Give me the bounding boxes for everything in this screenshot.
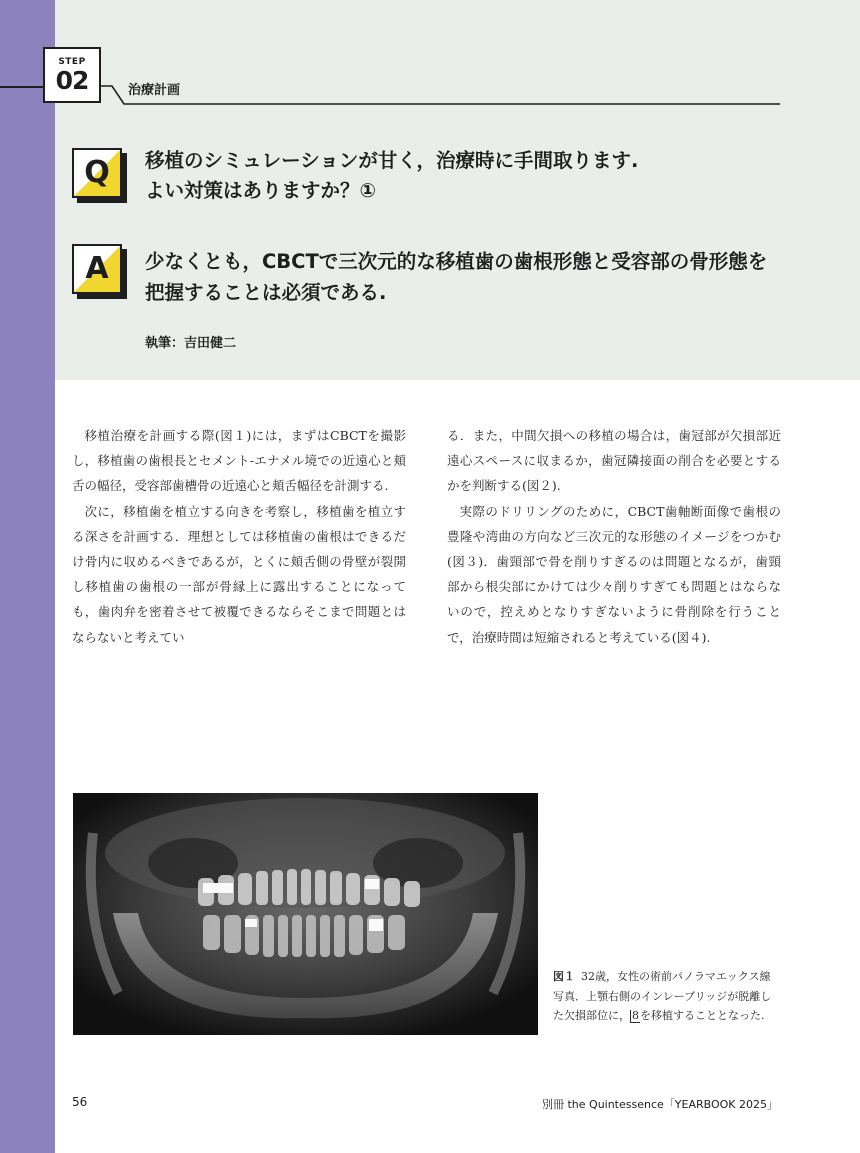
body-paragraph: 次に，移植歯を植立する向きを考察し，移植歯を植立する深さを計画する．理想としては移植歯の歯根はできるだけ骨内に収めるべきであるが，とくに頬舌側の骨壁が裂開し移植歯の歯根の一部が骨縁上に露出することになっても，歯肉弁を密着させて被覆できるならそこまで問題とはならないと考えてい — [72, 503, 406, 645]
panoramic-xray-image — [73, 793, 538, 1035]
answer-letter: A — [85, 251, 109, 286]
question-badge — [72, 148, 128, 204]
body-column-left — [72, 423, 406, 650]
figure-caption — [553, 967, 781, 1026]
body-paragraph: 実際のドリリングのために，CBCT歯軸断面像で歯根の豊隆や湾曲の方向など三次元的な形態のイメージをつかむ(図３)．歯頸部で骨を削りすぎるのは問題となるが，歯頸部から根尖部にかけては少々削りすぎても問題とはならないので，控えめとなりすぎないように骨削除を行うことで，治療時間は短縮されると考えている(図４). — [447, 503, 781, 645]
step-label: STEP — [58, 57, 86, 67]
tooth-number: 8 — [632, 1009, 639, 1022]
author-credit: 執筆：吉田健二 — [145, 336, 237, 351]
body-column-right — [447, 423, 781, 650]
side-color-bar — [0, 0, 55, 1153]
question-heading — [145, 146, 805, 206]
question-line-2: よい対策はありますか？① — [145, 179, 377, 202]
step-badge — [43, 47, 101, 103]
body-paragraph: 移植治療を計画する際(図１)には，まずはCBCTを撮影し，移植歯の歯根長とセメント-エナメル境での近遠心と頬舌の幅径，受容部歯槽骨の近遠心と頬舌幅径を計測する. — [72, 428, 406, 494]
answer-badge — [72, 244, 128, 300]
page-number: 56 — [72, 1095, 88, 1109]
body-paragraph: る．また，中間欠損への移植の場合は，歯冠部が欠損部近遠心スペースに収まるか，歯冠隣接面の削合を必要とするかを判断する(図２). — [447, 428, 781, 494]
section-rule — [0, 0, 860, 120]
answer-line-1: 少なくとも，CBCTで三次元的な移植歯の歯根形態と受容部の骨形態を — [145, 250, 768, 273]
caption-text-end: を移植することとなった. — [640, 1009, 765, 1022]
step-number: 02 — [55, 66, 89, 95]
section-title: 治療計画 — [128, 83, 181, 98]
question-line-1: 移植のシミュレーションが甘く，治療時に手間取ります. — [145, 149, 639, 172]
publication-footer: 別冊 the Quintessence「YEARBOOK 2025」 — [541, 1098, 778, 1111]
question-letter: Q — [84, 155, 110, 190]
caption-text: 32歳，女性の術前パノラマエックス線写真．上顎右側のインレーブリッジが脱離した欠損部位に， — [553, 970, 772, 1022]
figure-label: 図１ — [553, 970, 575, 983]
answer-line-2: 把握することは必須である. — [145, 281, 387, 304]
answer-heading — [145, 246, 805, 308]
